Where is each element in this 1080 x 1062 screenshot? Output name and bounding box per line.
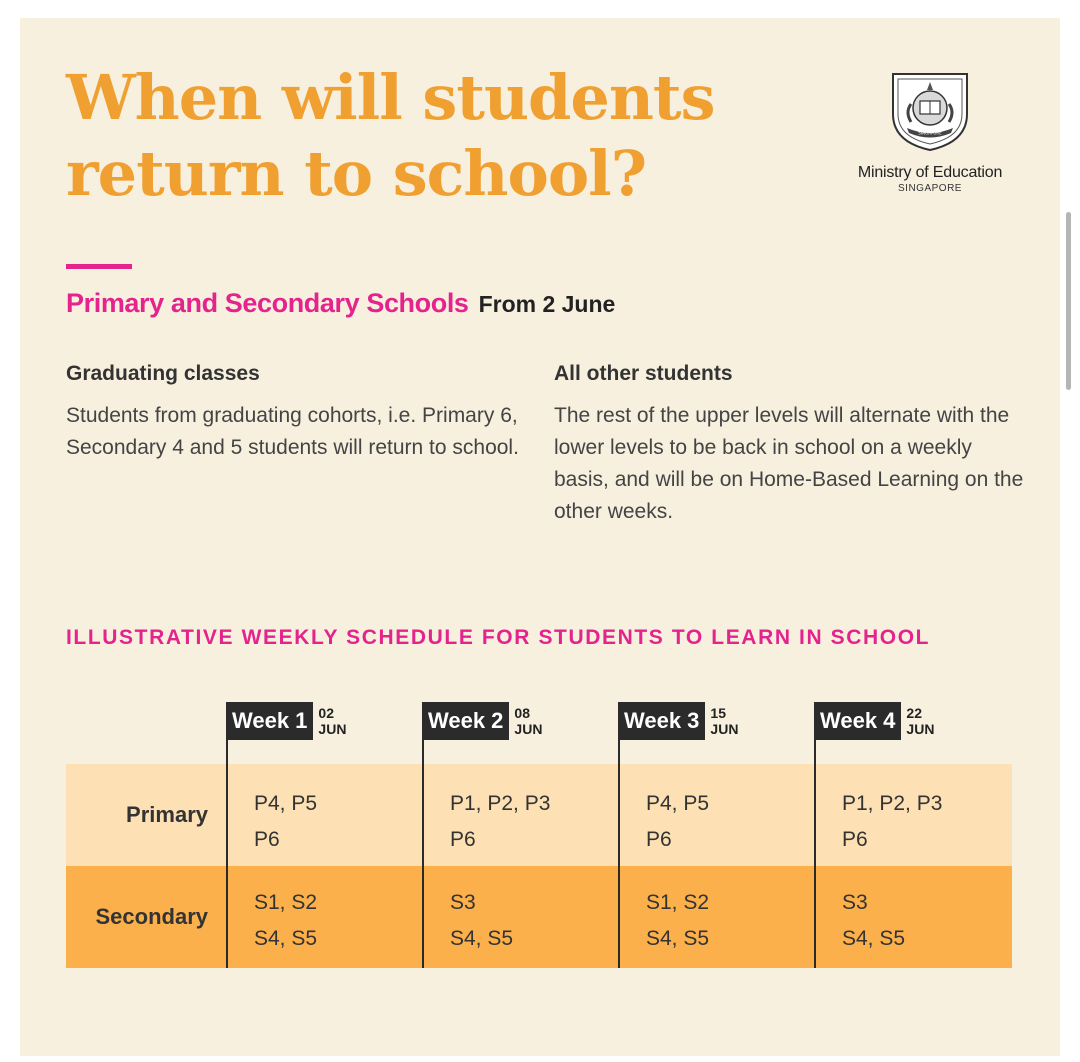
week-4-month: JUN: [906, 721, 935, 737]
ministry-country: SINGAPORE: [898, 183, 962, 194]
vertical-scrollbar[interactable]: [1066, 212, 1071, 390]
week-1-primary-line-2: P6: [254, 828, 280, 851]
crest-scroll-text: SINGAPORE: [918, 130, 942, 136]
accent-divider: [66, 264, 132, 269]
other-students-body: The rest of the upper levels will alternate with the lower levels to be back in school on a weekly basis, and will be on Home-Based Learning on the other weeks.: [554, 404, 1024, 523]
start-date-label: From 2 June: [478, 291, 616, 317]
week-3-primary-line-2: P6: [646, 828, 672, 851]
week-1-secondary-line-1: S1, S2: [254, 891, 318, 914]
week-1-day: 02: [318, 705, 334, 721]
week-3-label: Week 3: [618, 702, 705, 740]
week-4-date: [906, 702, 934, 737]
infographic-card: [20, 18, 1060, 1056]
row-label-primary: Primary: [126, 802, 208, 827]
week-3-primary-cell: [646, 786, 709, 858]
week-4-primary-cell: [842, 786, 942, 858]
week-1-primary-line-1: P4, P5: [254, 792, 318, 815]
week-2-primary-cell: [450, 786, 550, 858]
week-2-day: 08: [514, 705, 530, 721]
week-4-primary-line-1: P1, P2, P3: [842, 792, 943, 815]
moe-logo: [840, 68, 1020, 194]
week-2-primary-line-1: P1, P2, P3: [450, 792, 551, 815]
other-students-heading: All other students: [554, 362, 733, 385]
week-4-secondary-line-1: S3: [842, 891, 868, 914]
week-3-header: [618, 702, 738, 740]
week-2-date: [514, 702, 542, 737]
column-divider: [814, 740, 816, 968]
section-subheading: [66, 288, 615, 319]
column-divider: [618, 740, 620, 968]
week-2-header: [422, 702, 542, 740]
week-2-secondary-line-1: S3: [450, 891, 476, 914]
graduating-body: Students from graduating cohorts, i.e. Primary 6, Secondary 4 and 5 students will return to school.: [66, 404, 519, 459]
other-students-section: [554, 362, 1024, 528]
column-divider: [226, 740, 228, 968]
week-1-header: [226, 702, 346, 740]
row-label-secondary: Secondary: [95, 904, 208, 929]
week-4-primary-line-2: P6: [842, 828, 868, 851]
title-line-2: return to school?: [66, 137, 647, 210]
title-line-1: When will students: [66, 61, 715, 134]
week-3-secondary-line-2: S4, S5: [646, 927, 710, 950]
week-3-secondary-cell: [646, 885, 709, 957]
week-4-label: Week 4: [814, 702, 901, 740]
page-title: [66, 60, 714, 212]
weekly-schedule-table: [66, 702, 1012, 968]
week-4-day: 22: [906, 705, 922, 721]
week-3-month: JUN: [710, 721, 739, 737]
column-divider: [422, 740, 424, 968]
ministry-name: Ministry of Education: [857, 164, 1003, 181]
week-3-date: [710, 702, 738, 737]
week-1-label: Week 1: [226, 702, 313, 740]
week-1-secondary-cell: [254, 885, 317, 957]
week-2-secondary-cell: [450, 885, 513, 957]
week-1-date: [318, 702, 346, 737]
week-1-primary-cell: [254, 786, 317, 858]
week-4-secondary-line-2: S4, S5: [842, 927, 906, 950]
graduating-heading: Graduating classes: [66, 362, 260, 385]
week-4-header: [814, 702, 934, 740]
week-2-primary-line-2: P6: [450, 828, 476, 851]
week-3-primary-line-1: P4, P5: [646, 792, 710, 815]
week-2-label: Week 2: [422, 702, 509, 740]
school-type-label: Primary and Secondary Schools: [66, 288, 469, 318]
week-2-secondary-line-2: S4, S5: [450, 927, 514, 950]
week-3-secondary-line-1: S1, S2: [646, 891, 710, 914]
schedule-title: ILLUSTRATIVE WEEKLY SCHEDULE FOR STUDENTS TO LEARN IN SCHOOL: [66, 626, 931, 649]
week-4-secondary-cell: [842, 885, 905, 957]
week-1-secondary-line-2: S4, S5: [254, 927, 318, 950]
week-2-month: JUN: [514, 721, 543, 737]
graduating-classes-section: [66, 362, 526, 464]
week-3-day: 15: [710, 705, 726, 721]
week-1-month: JUN: [318, 721, 347, 737]
moe-crest-icon: [887, 68, 973, 154]
